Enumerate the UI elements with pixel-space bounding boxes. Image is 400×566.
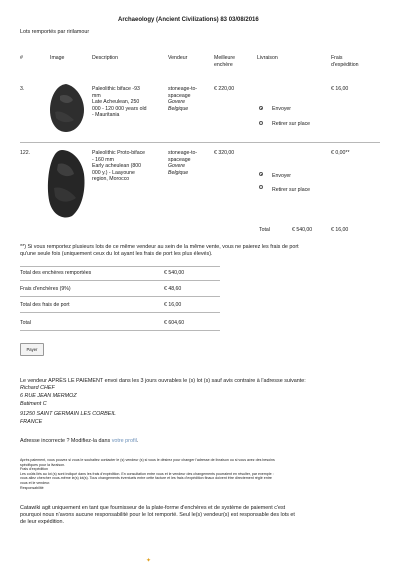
address-question [20,438,138,445]
delivery-option-pickup: Retirer sur place [272,121,311,127]
summary-divider [20,266,220,267]
lot-bid: € 220,00 [214,86,235,92]
summary-divider [20,330,220,331]
delivery-radio-pickup[interactable] [259,185,263,189]
col-seller: Vendeur [168,55,188,61]
totals-shipping: € 16,00 [331,227,349,233]
lot-shipping: € 0,00** [331,150,350,156]
fine-print: Après paiement, vous pouvez si vous le souhaitez contacter le (s) vendeur (s) si vous le désirez pour changer l'adresse de livraison ou si vous avez des besoins spécifiques pour la livraison. Frais d'expédition Les coûts liés au lot (s) sont indiqué dans les frais d'expédition. En consultation entre vous et le vendeur des changements pourraient en résulter, par exemple : vous allez chercher vous-même le(s) lot(s). Tous changements éventuels entre cette facture et les frais d'expédition finaux doivent être directement réglé entre vous et le vendeur. Responsabilité [20,458,275,490]
col-image: Image [50,55,65,61]
address-building: Batiment C [20,401,47,407]
page-subtitle: Lots remportés par ririlamour [20,29,90,35]
lot-image-proto-biface[interactable] [44,148,90,220]
delivery-radio-ship[interactable] [259,106,263,110]
totals-label: Total [259,227,270,233]
col-best-bid: Meilleure enchère [214,55,236,68]
summary-divider [20,280,220,281]
col-description: Description [92,55,118,61]
pay-button[interactable]: Payer [20,343,44,356]
delivery-radio-pickup[interactable] [259,121,263,125]
period-text: . [136,438,139,444]
summary-total-value: € 604,60 [164,320,185,326]
summary-divider [20,312,220,313]
summary-value: € 48,60 [164,286,182,292]
row-divider [20,142,380,143]
lot-number: 3. [20,86,25,92]
catawiki-logo-icon: ✦ [146,558,152,564]
lot-seller: stoneage-to- spaceage [168,86,198,99]
summary-value: € 540,00 [164,270,185,276]
totals-bids: € 540,00 [292,227,313,233]
lot-seller-city: Govere [168,99,186,105]
shipping-notice: Le vendeur APRÈS LE PAIEMENT envoi dans les 3 jours ouvrables le (s) lot (s) sauf avis contraire à l'adresse suivante: [20,378,306,384]
summary-divider [20,296,220,297]
col-delivery: Livraison [257,55,278,61]
page-title: Archaeology (Ancient Civilizations) 83 03/08/2016 [118,17,259,23]
col-shipping: Frais d'expédition [331,55,359,68]
lot-seller: stoneage-to- spaceage [168,150,198,163]
delivery-option-ship: Envoyer [272,106,292,112]
delivery-option-ship: Envoyer [272,173,292,179]
lot-seller-country: Belgique [168,106,189,112]
shipping-note: **) Si vous remportez plusieurs lots de ce même vendeur au sein de la même vente, vous ne paierez les frais de port qu'une seule fois (uniquement ceux du lot ayant les frais de port les plus élevés). [20,244,299,257]
summary-total-label: Total [20,320,31,326]
lot-image-biface[interactable] [46,82,88,134]
summary-label: Total des enchères remportées [20,270,92,276]
lot-seller-city: Govere [168,163,186,169]
summary-label: Frais d'enchères (9%) [20,286,71,292]
col-number: # [20,55,23,61]
address-country: FRANCE [20,419,43,425]
disclaimer: Catawiki agit uniquement en tant que fournisseur de la plate-forme d'enchères et de système de paiement c'est pourquoi nous n'avons aucune responsabilité pour le lot remporté. Seul le(s) vendeur(s) est responsable des lots et de leur expédition. [20,505,295,525]
summary-label: Total des frais de port [20,302,70,308]
lot-description: Paleolithic biface -93 mm Late Acheulean, 250 000 - 120 000 years old - Mauritania [92,86,147,119]
delivery-option-pickup: Retirer sur place [272,187,311,193]
delivery-radio-ship[interactable] [259,172,263,176]
lot-bid: € 320,00 [214,150,235,156]
lot-shipping: € 16,00 [331,86,349,92]
lot-seller-country: Belgique [168,170,189,176]
address-name: Richard CHEF [20,385,55,391]
lot-description: Paleolithic Proto-biface - 160 mm Early acheulean (800 000 y.) - Laayoune region, Morocco [92,150,146,183]
summary-value: € 16,00 [164,302,182,308]
lot-number: 122. [20,150,31,156]
address-city: 91250 SAINT GERMAIN LES CORBEIL [20,411,116,417]
profile-link[interactable]: votre profil [111,438,137,444]
address-question-text: Adresse incorrecte ? Modifiez-la dans [20,438,111,444]
address-street: 6 RUE JEAN MERMOZ [20,393,77,399]
